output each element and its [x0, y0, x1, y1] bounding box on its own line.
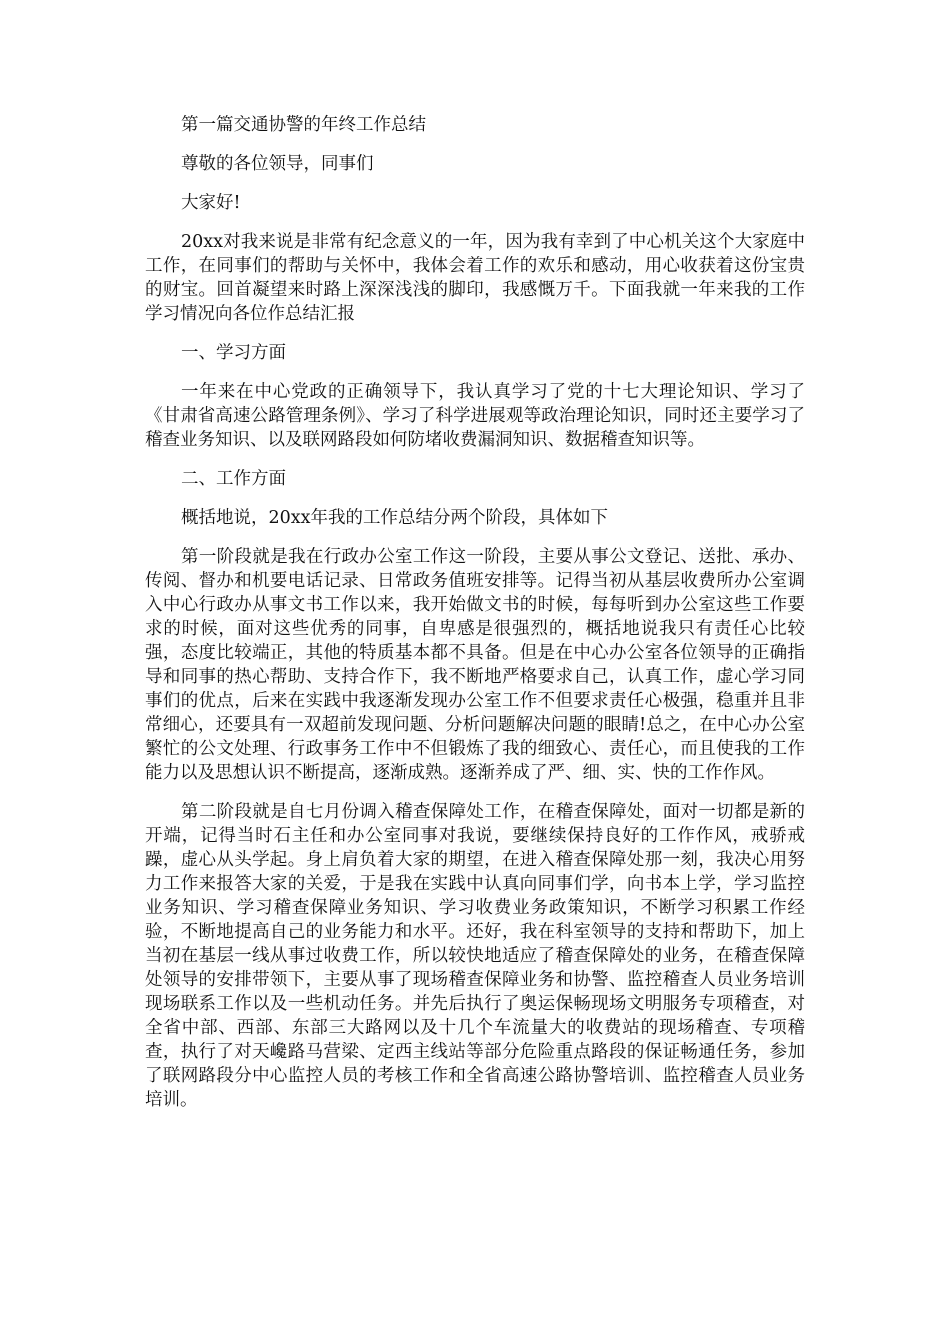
section-heading-work: 二、工作方面	[181, 469, 286, 489]
greeting: 尊敬的各位领导，同事们	[181, 154, 374, 174]
document-title: 第一篇交通协警的年终工作总结	[181, 115, 426, 135]
stage-two-paragraph: 第二阶段就是自七月份调入稽查保障处工作，在稽查保障处，面对一切都是新的开端，记得当时石主任和办公室同事对我说，要继续保持良好的工作作风，戒骄戒躁，虚心从头学起。身上肩负着大家的期望，在进入稽查保障处那一刻，我决心用努力工作来报答大家的关爱，于是我在实践中认真向同事们学，向书本上学，学习监控业务知识、学习稽查保障业务知识、学习收费业务政策知识，不断学习积累工作经验，不断地提高自己的业务能力和水平。还好，我在科室领导的支持和帮助下，加上当初在基层一线从事过收费工作，所以较快地适应了稽查保障处的业务，在稽查保障处领导的安排带领下，主要从事了现场稽查保障业务和协警、监控稽查人员业务培训现场联系工作以及一些机动任务。并先后执行了奥运保畅现场文明服务专项稽查，对全省中部、西部、东部三大路网以及十几个车流量大的收费站的现场稽查、专项稽查，执行了对天巉路马营梁、定西主线站等部分危险重点路段的保证畅通任务，参加了联网路段分中心监控人员的考核工作和全省高速公路协警培训、监控稽查人员业务培训。	[145, 802, 805, 1110]
salutation: 大家好!	[181, 193, 241, 213]
section-heading-study: 一、学习方面	[181, 343, 286, 363]
study-paragraph: 一年来在中心党政的正确领导下，我认真学习了党的十七大理论知识、学习了《甘肃省高速公路管理条例》、学习了科学进展观等政治理论知识，同时还主要学习了稽查业务知识、以及联网路段如何防堵收费漏洞知识、数据稽查知识等。	[145, 382, 805, 450]
document-page	[145, 113, 805, 1127]
work-summary-paragraph: 概括地说，20xx年我的工作总结分两个阶段，具体如下	[181, 508, 609, 528]
intro-paragraph: 20xx对我来说是非常有纪念意义的一年，因为我有幸到了中心机关这个大家庭中工作，在同事们的帮助与关怀中，我体会着工作的欢乐和感动，用心收获着这份宝贵的财宝。回首凝望来时路上深深浅浅的脚印，我感慨万千。下面我就一年来我的工作学习情况向各位作总结汇报	[145, 232, 805, 324]
stage-one-paragraph: 第一阶段就是我在行政办公室工作这一阶段，主要从事公文登记、送批、承办、传阅、督办和机要电话记录、日常政务值班安排等。记得当初从基层收费所办公室调入中心行政办从事文书工作以来，我开始做文书的时候，每每听到办公室这些工作要求的时候，面对这些优秀的同事，自卑感是很强烈的，概括地说我只有责任心比较强，态度比较端正，其他的特质基本都不具备。但是在中心办公室各位领导的正确指导和同事的热心帮助、支持合作下，我不断地严格要求自己，认真工作，虚心学习同事们的优点，后来在实践中我逐渐发现办公室工作不但要求责任心极强，稳重并且非常细心，还要具有一双超前发现问题、分析问题解决问题的眼睛!总之，在中心办公室繁忙的公文处理、行政事务工作中不但锻炼了我的细致心、责任心，而且使我的工作能力以及思想认识不断提高，逐渐成熟。逐渐养成了严、细、实、快的工作作风。	[145, 547, 805, 783]
